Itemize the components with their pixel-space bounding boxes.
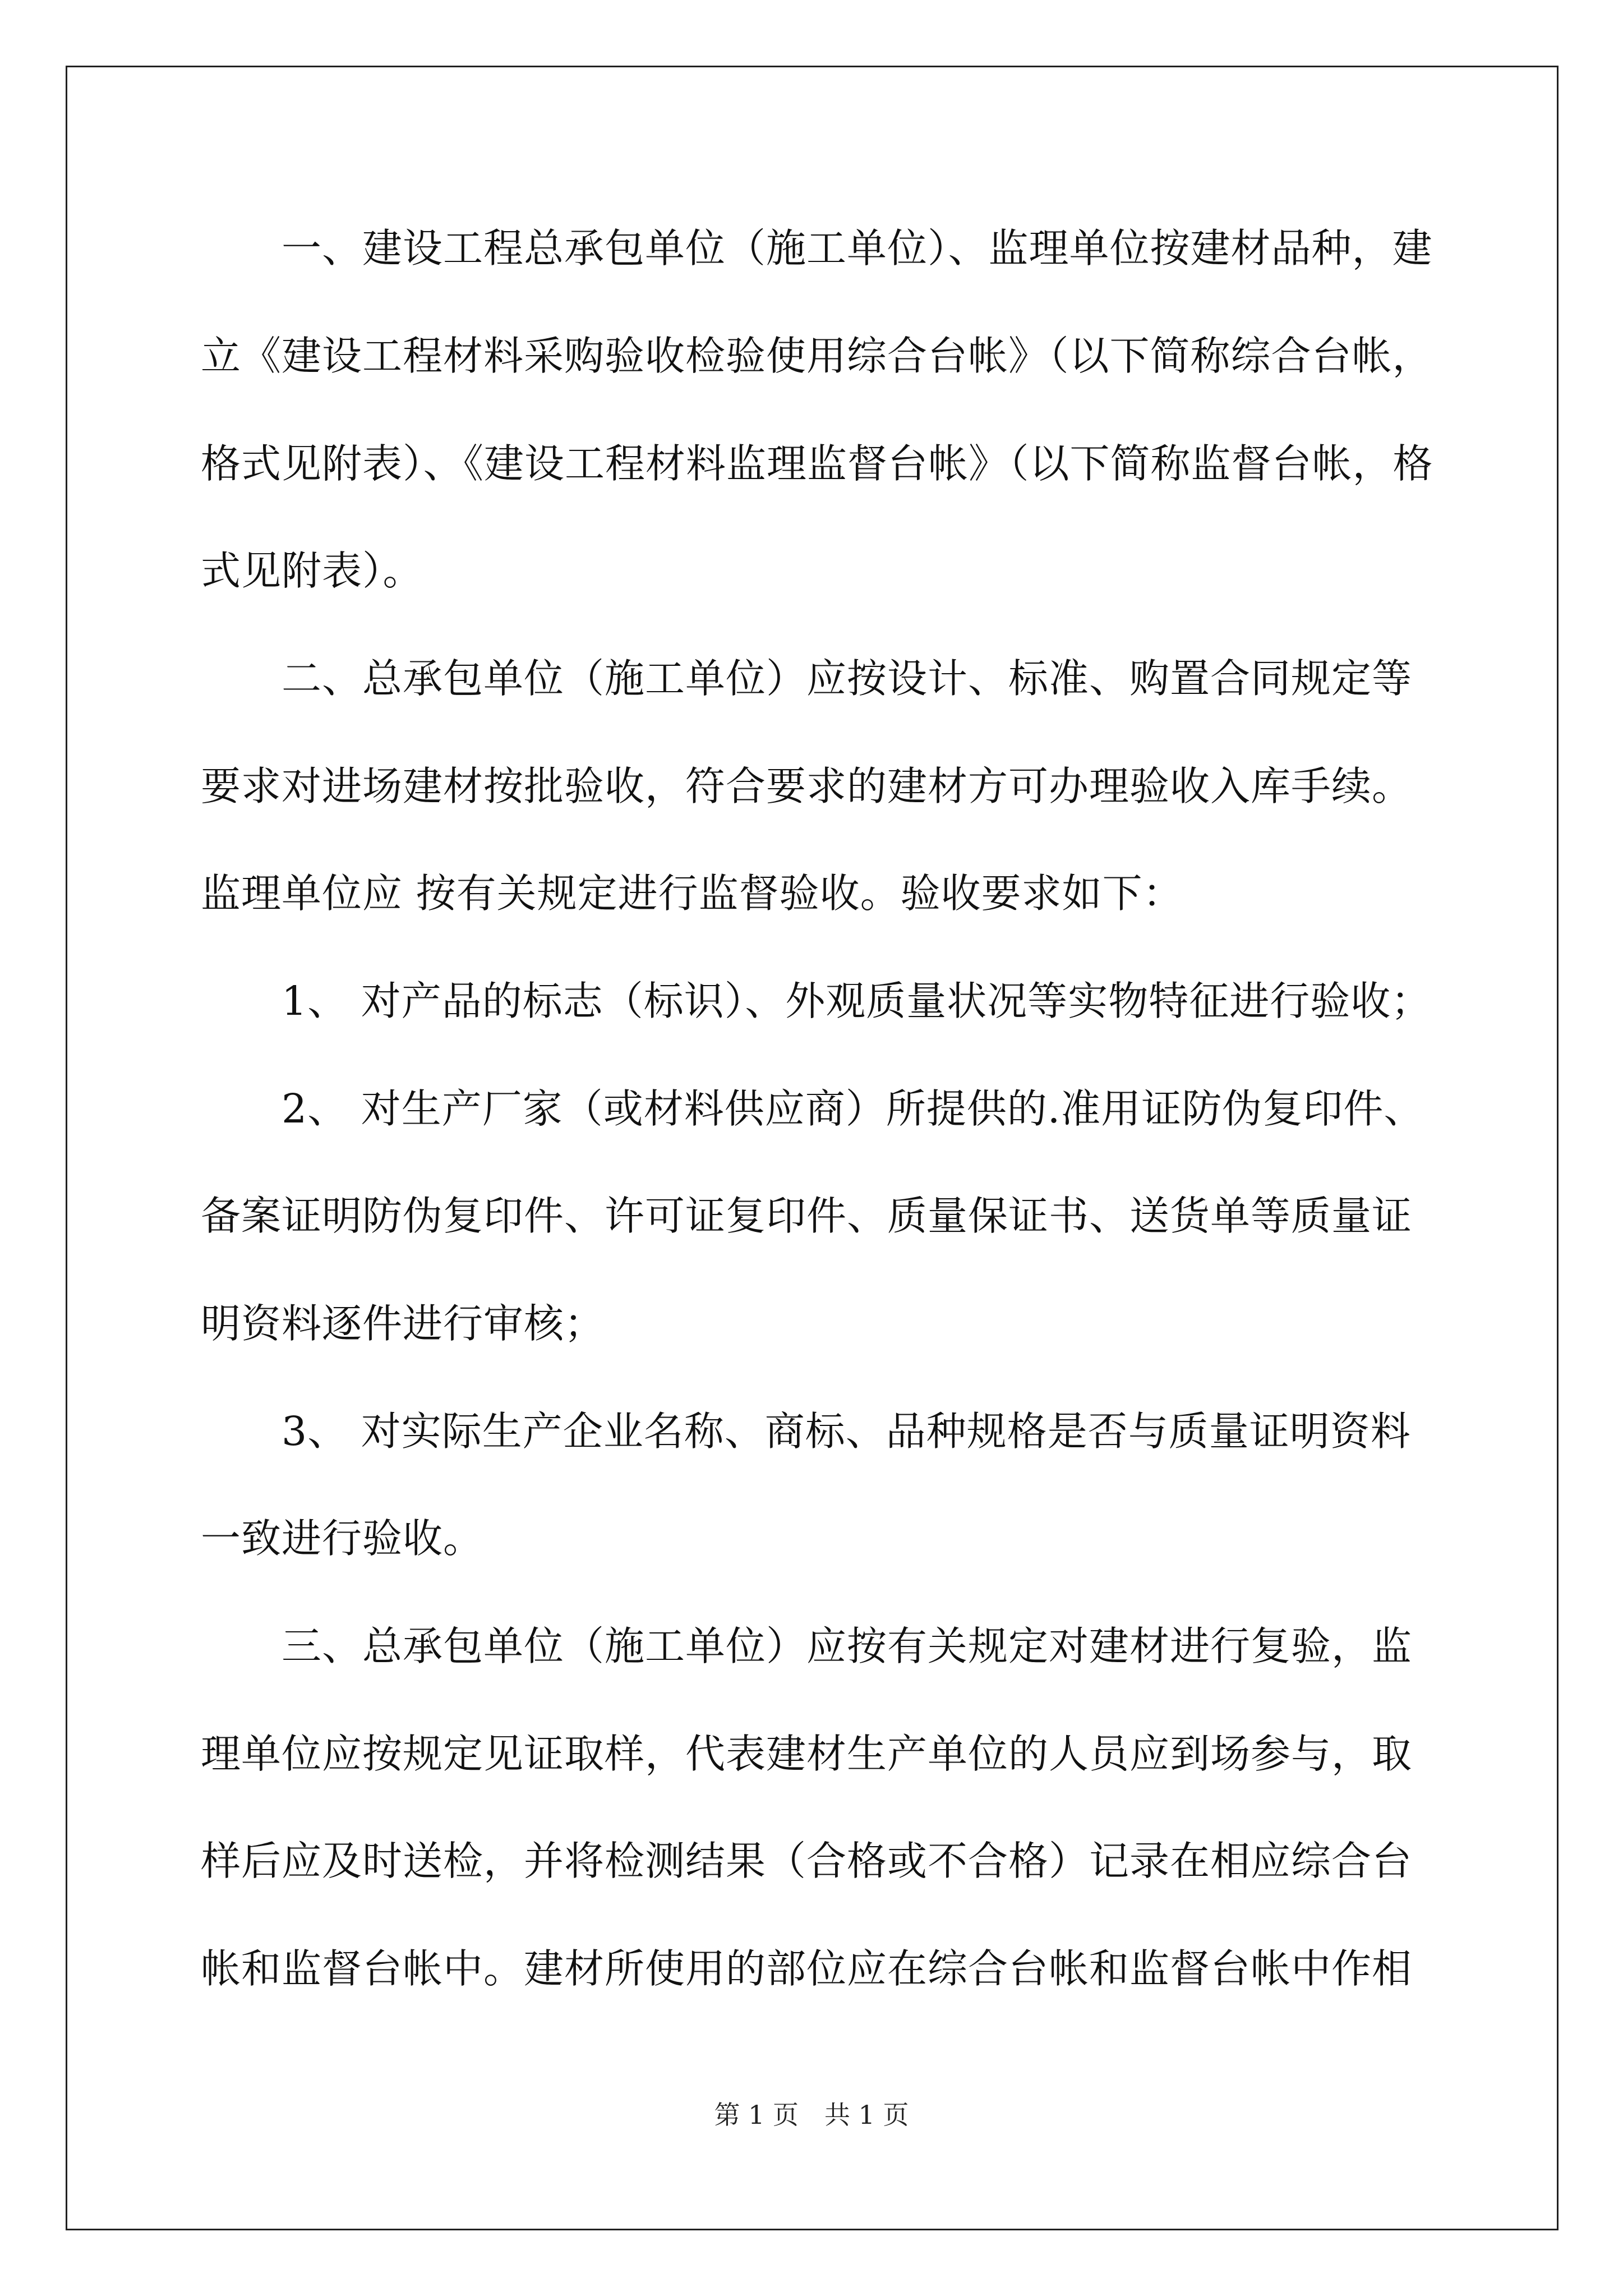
text-line: 明资料逐件进行审核； xyxy=(201,1300,605,1347)
text-line: 二、总承包单位（施工单位）应按设计、标准、购置合同规定等 xyxy=(201,655,1413,702)
text-line: 一、建设工程总承包单位（施工单位）、监理单位按建材品种，建 xyxy=(201,225,1433,272)
text-line: 要求对进场建材按批验收，符合要求的建材方可办理验收入库手续。 xyxy=(201,763,1413,809)
text-line: 备案证明防伪复印件、许可证复印件、质量保证书、送货单等质量证 xyxy=(201,1193,1413,1239)
text-line: 1、 对产品的标志（标识）、外观质量状况等实物特征进行验收； xyxy=(201,978,1432,1024)
text-line: 帐和监督台帐中。建材所使用的部位应在综合台帐和监督台帐中作相 xyxy=(201,1945,1413,1992)
page-border xyxy=(66,66,1559,2230)
text-line: 监理单位应 按有关规定进行监督验收。验收要求如下： xyxy=(201,870,1183,917)
page-number-footer: 第 1 页 共 1 页 xyxy=(714,2100,909,2130)
text-line: 样后应及时送检，并将检测结果（合格或不合格）记录在相应综合台 xyxy=(201,1838,1413,1884)
text-line: 3、 对实际生产企业名称、商标、品种规格是否与质量证明资料 xyxy=(201,1408,1411,1455)
text-line: 一致进行验收。 xyxy=(201,1515,484,1562)
text-line: 立《建设工程材料采购验收检验使用综合台帐》（以下简称综合台帐， xyxy=(201,333,1433,379)
text-line: 格式见附表）、《建设工程材料监理监督台帐》（以下简称监督台帐，格 xyxy=(201,440,1433,487)
text-line: 2、 对生产厂家（或材料供应商）所提供的.准用证防伪复印件、 xyxy=(201,1085,1424,1132)
text-line: 三、总承包单位（施工单位）应按有关规定对建材进行复验，监 xyxy=(201,1623,1413,1669)
text-line: 式见附表）。 xyxy=(201,547,423,594)
text-line: 理单位应按规定见证取样，代表建材生产单位的人员应到场参与，取 xyxy=(201,1731,1413,1777)
